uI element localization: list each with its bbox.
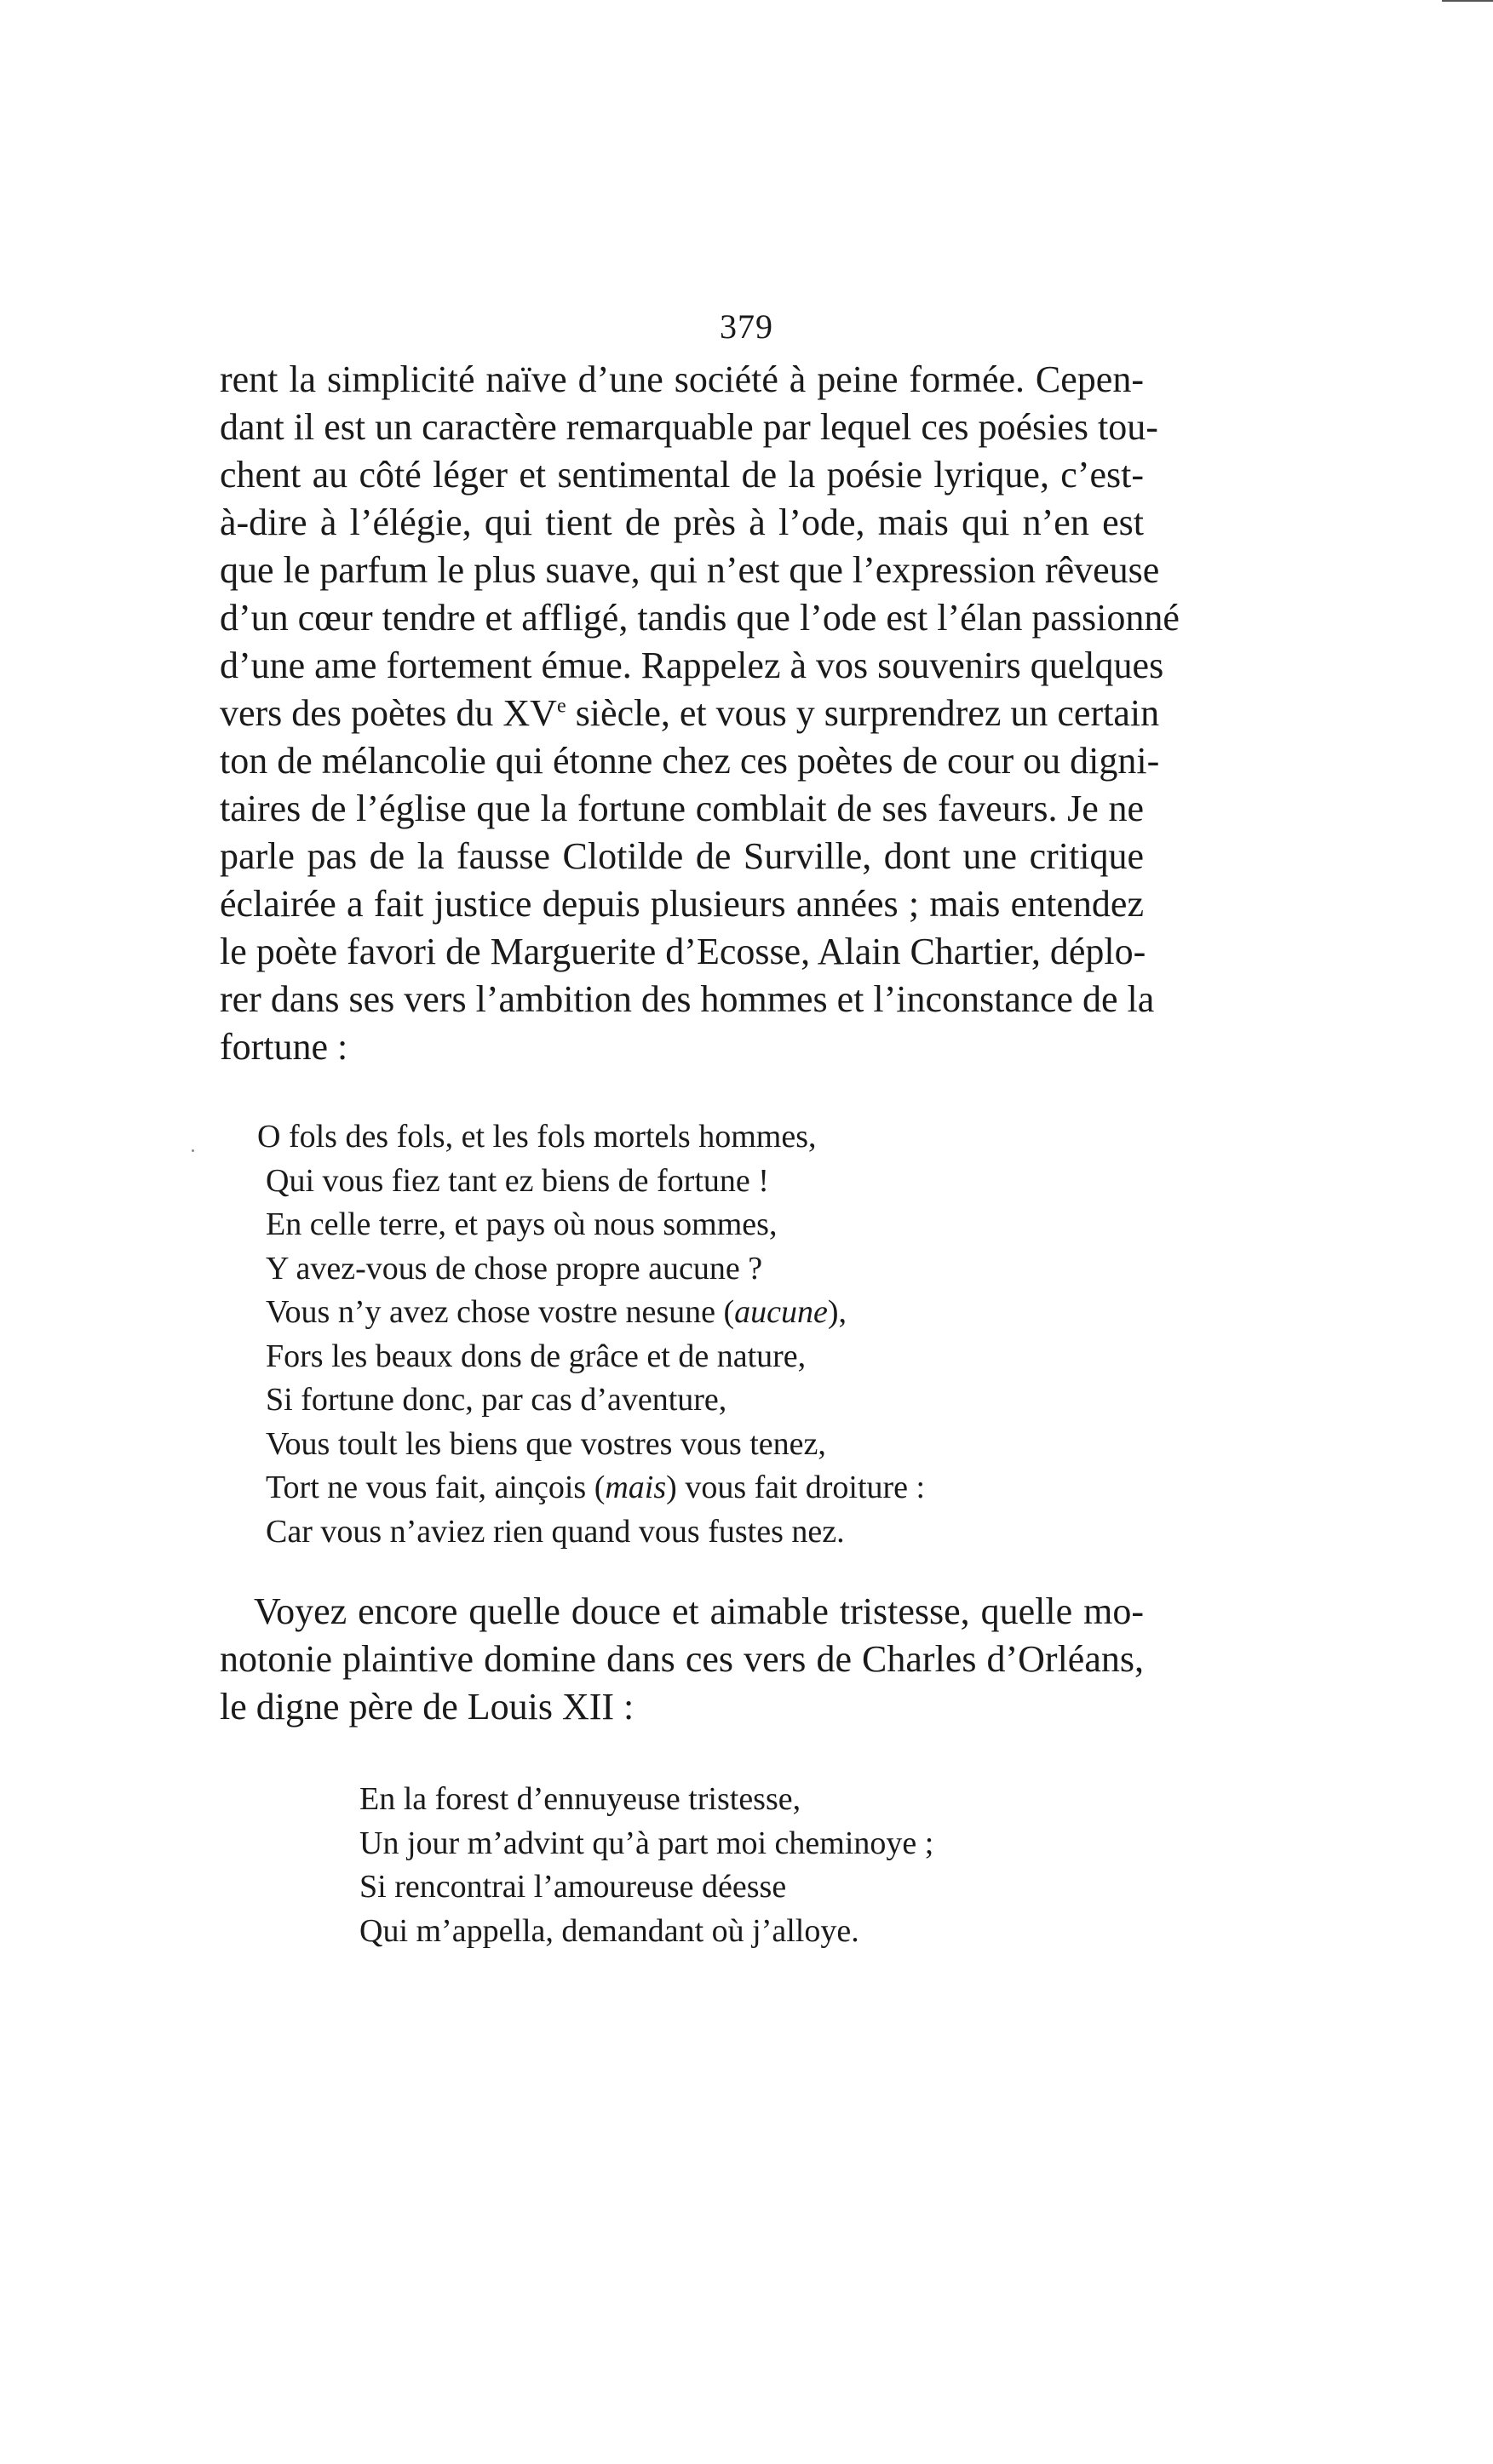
verse-line: O fols des fols, et les fols mortels hommes, — [257, 1119, 817, 1155]
verse-line: Qui m’appella, demandant où j’alloye. — [359, 1912, 859, 1949]
verse-line: Si fortune donc, par cas d’aventure, — [266, 1382, 727, 1418]
verse-line: Un jour m’advint qu’à part moi cheminoye ; — [359, 1825, 934, 1861]
text-line: rent la simplicité naïve d’une société à peine formée. Cepen- — [220, 358, 1144, 400]
paragraph-1 — [220, 356, 1180, 1071]
verse-line: Si rencontrai l’amoureuse déesse — [359, 1869, 787, 1905]
text-line: d’une ame fortement émue. Rappelez à vos souvenirs quelques — [220, 645, 1164, 686]
gloss: aucune — [734, 1294, 828, 1330]
verse-line: Vous n’y avez chose vostre nesune (aucune), — [266, 1294, 847, 1330]
verse-line: Fors les beaux dons de grâce et de nature, — [266, 1338, 807, 1374]
text-line: le digne père de Louis XII : — [220, 1686, 635, 1728]
text-line: le poète favori de Marguerite d’Ecosse, Alain Chartier, déplo- — [220, 931, 1146, 972]
verse-quote-chartier — [257, 1115, 926, 1554]
superscript: e — [556, 694, 566, 718]
text-line — [220, 690, 1160, 737]
verse-line: En celle terre, et pays où nous sommes, — [266, 1206, 778, 1242]
verse-line: Tort ne vous fait, ainçois (mais) vous fait droiture : — [266, 1470, 926, 1505]
verse-line: Vous toult les biens que vostres vous tenez, — [266, 1425, 826, 1462]
margin-speck — [192, 1149, 194, 1152]
gloss: mais — [605, 1470, 667, 1505]
century-numeral: XV — [502, 692, 557, 734]
page-number: 379 — [720, 307, 773, 346]
text-line: Voyez encore quelle douce et aimable tristesse, quelle mo- — [254, 1590, 1144, 1632]
paragraph-2 — [220, 1588, 1144, 1731]
text-segment: Tort ne vous fait, ainçois — [266, 1470, 594, 1505]
verse-line: Car vous n’aviez rien quand vous fustes nez. — [266, 1513, 845, 1550]
text-line: parle pas de la fausse Clotilde de Surville, dont une critique — [220, 835, 1144, 877]
text-segment: vous fait droiture : — [676, 1470, 926, 1505]
text-line: que le parfum le plus suave, qui n’est que l’expression rêveuse — [220, 549, 1160, 591]
text-line: à-dire à l’élégie, qui tient de près à l’ode, mais qui n’en est — [220, 501, 1144, 543]
verse-line: Qui vous fiez tant ez biens de fortune ! — [266, 1162, 769, 1199]
text-line: rer dans ses vers l’ambition des hommes et l’inconstance de la — [220, 978, 1155, 1020]
text-line: dant il est un caractère remarquable par lequel ces poésies tou- — [220, 406, 1158, 448]
verse-quote-orleans — [359, 1778, 933, 1953]
text-line: fortune : — [220, 1026, 348, 1068]
text-line: d’un cœur tendre et affligé, tandis que l’ode est l’élan passionné — [220, 597, 1180, 639]
text-line: éclairée a fait justice depuis plusieurs années ; mais entendez — [220, 883, 1144, 925]
text-line: chent au côté léger et sentimental de la poésie lyrique, c’est- — [220, 454, 1144, 496]
scan-edge-rule — [1442, 0, 1493, 2]
text-segment: vers des poètes du — [220, 692, 503, 734]
text-segment: siècle, et vous y surprendrez un certain — [566, 692, 1160, 734]
verse-line: Y avez-vous de chose propre aucune ? — [266, 1250, 763, 1286]
text-segment: Vous n’y avez chose vostre nesune — [266, 1294, 724, 1330]
text-line: notonie plaintive domine dans ces vers de Charles d’Orléans, — [220, 1638, 1144, 1680]
text-line: ton de mélancolie qui étonne chez ces poètes de cour ou digni- — [220, 740, 1160, 782]
verse-line: En la forest d’ennuyeuse tristesse, — [359, 1781, 801, 1817]
text-line: taires de l’église que la fortune comblait de ses faveurs. Je ne — [220, 788, 1144, 829]
